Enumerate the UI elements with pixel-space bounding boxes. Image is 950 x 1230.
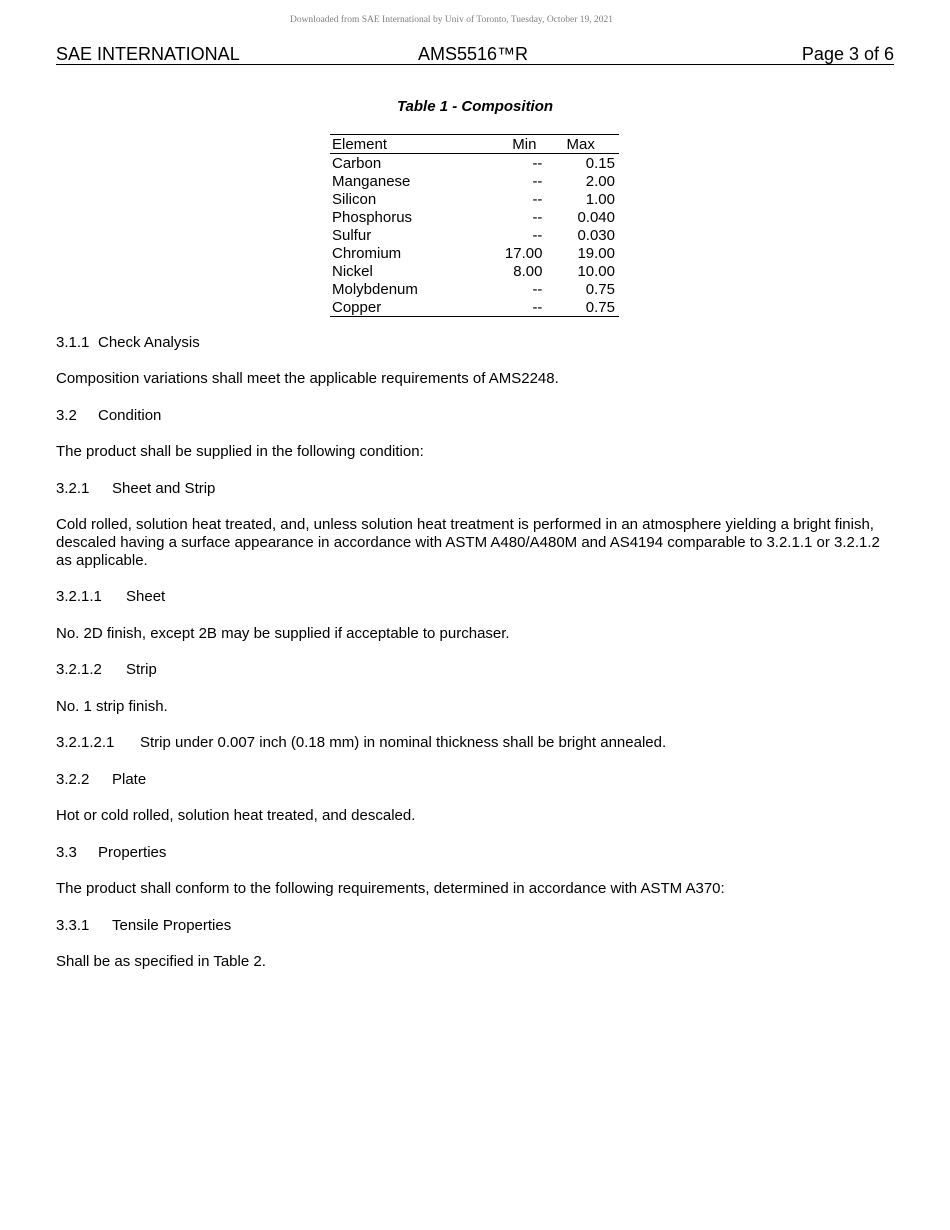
column-header-element: Element xyxy=(330,135,485,154)
section-heading-3-1-1 xyxy=(56,334,896,352)
table-row xyxy=(330,244,619,262)
max-value: 0.040 xyxy=(577,208,615,226)
min-value: -- xyxy=(532,172,543,190)
table-header-row xyxy=(330,135,619,154)
table-caption: Table 1 - Composition xyxy=(396,98,554,115)
document-number: AMS5516™R xyxy=(418,44,529,64)
download-watermark: Downloaded from SAE International by Univ of Toronto, Tuesday, October 19, 2021 xyxy=(289,15,614,25)
section-number: 3.3 xyxy=(56,844,77,861)
section-heading-3-2-1-2 xyxy=(56,661,896,679)
table-row xyxy=(330,190,619,208)
element-name: Molybdenum xyxy=(332,280,418,298)
section-number: 3.2.1.2 xyxy=(56,661,102,678)
organization-name: SAE INTERNATIONAL xyxy=(56,44,240,64)
element-name: Carbon xyxy=(332,154,382,172)
section-title: Tensile Properties xyxy=(112,917,232,934)
max-value: 19.00 xyxy=(577,244,615,262)
section-number: 3.2 xyxy=(56,407,77,424)
paragraph-3-2-1: Cold rolled, solution heat treated, and, unless solution heat treatment is performed in an atmosphere yielding a bright finish, descaled having a surface appearance in accordance with ASTM A480/A480M and AS4194 comparable to 3.2.1.1 or 3.2.1.2 as applicable. xyxy=(56,516,880,569)
table-row xyxy=(330,298,619,317)
table-row xyxy=(330,280,619,298)
paragraph-3-2-1-1: No. 2D finish, except 2B may be supplied if acceptable to purchaser. xyxy=(56,625,510,642)
min-value: 8.00 xyxy=(513,262,543,280)
table-row xyxy=(330,226,619,244)
section-heading-3-2-1-1 xyxy=(56,588,896,606)
max-value: 0.75 xyxy=(585,280,615,298)
max-value: 0.75 xyxy=(585,298,615,316)
section-number: 3.2.1.2.1 xyxy=(56,734,115,751)
section-number: 3.1.1 xyxy=(56,334,90,351)
table-row xyxy=(330,262,619,280)
paragraph-3-3: The product shall conform to the following requirements, determined in accordance with ASTM A370: xyxy=(56,880,725,897)
section-title: Sheet and Strip xyxy=(112,480,216,497)
section-text: Strip under 0.007 inch (0.18 mm) in nominal thickness shall be bright annealed. xyxy=(140,734,667,751)
min-value: -- xyxy=(532,280,543,298)
element-name: Sulfur xyxy=(332,226,372,244)
min-value: -- xyxy=(532,208,543,226)
table-row xyxy=(330,154,619,173)
max-value: 0.15 xyxy=(585,154,615,172)
section-number: 3.2.2 xyxy=(56,771,90,788)
paragraph-3-2-1-2: No. 1 strip finish. xyxy=(56,698,168,715)
section-heading-3-2-1 xyxy=(56,480,896,498)
section-title: Properties xyxy=(98,844,167,861)
min-value: -- xyxy=(532,154,543,172)
element-name: Manganese xyxy=(332,172,411,190)
paragraph-3-1-1: Composition variations shall meet the applicable requirements of AMS2248. xyxy=(56,370,559,387)
element-name: Chromium xyxy=(332,244,402,262)
column-header-min: Min xyxy=(485,135,542,154)
section-title: Sheet xyxy=(126,588,166,605)
section-number: 3.3.1 xyxy=(56,917,90,934)
element-name: Nickel xyxy=(332,262,373,280)
max-value: 0.030 xyxy=(577,226,615,244)
page-header xyxy=(56,44,894,65)
min-value: -- xyxy=(532,226,543,244)
section-heading-3-2-1-2-1 xyxy=(56,734,896,752)
min-value: -- xyxy=(532,298,543,316)
paragraph-3-2-2: Hot or cold rolled, solution heat treated, and descaled. xyxy=(56,807,416,824)
min-value: -- xyxy=(532,190,543,208)
section-title: Plate xyxy=(112,771,147,788)
column-header-max: Max xyxy=(542,135,619,154)
section-number: 3.2.1 xyxy=(56,480,90,497)
paragraph-3-2: The product shall be supplied in the following condition: xyxy=(56,443,424,460)
section-heading-3-2 xyxy=(56,407,896,425)
max-value: 2.00 xyxy=(585,172,615,190)
max-value: 10.00 xyxy=(577,262,615,280)
section-number: 3.2.1.1 xyxy=(56,588,102,605)
composition-table xyxy=(330,134,619,317)
section-heading-3-2-2 xyxy=(56,771,896,789)
element-name: Copper xyxy=(332,298,382,316)
section-heading-3-3-1 xyxy=(56,917,896,935)
section-heading-3-3 xyxy=(56,844,896,862)
section-title: Check Analysis xyxy=(98,334,200,351)
section-title: Condition xyxy=(98,407,162,424)
paragraph-3-3-1: Shall be as specified in Table 2. xyxy=(56,953,266,970)
table-row xyxy=(330,172,619,190)
section-title: Strip xyxy=(126,661,157,678)
element-name: Phosphorus xyxy=(332,208,413,226)
table-row xyxy=(330,208,619,226)
min-value: 17.00 xyxy=(504,244,543,262)
max-value: 1.00 xyxy=(585,190,615,208)
element-name: Silicon xyxy=(332,190,377,208)
page-number: Page 3 of 6 xyxy=(801,44,894,64)
